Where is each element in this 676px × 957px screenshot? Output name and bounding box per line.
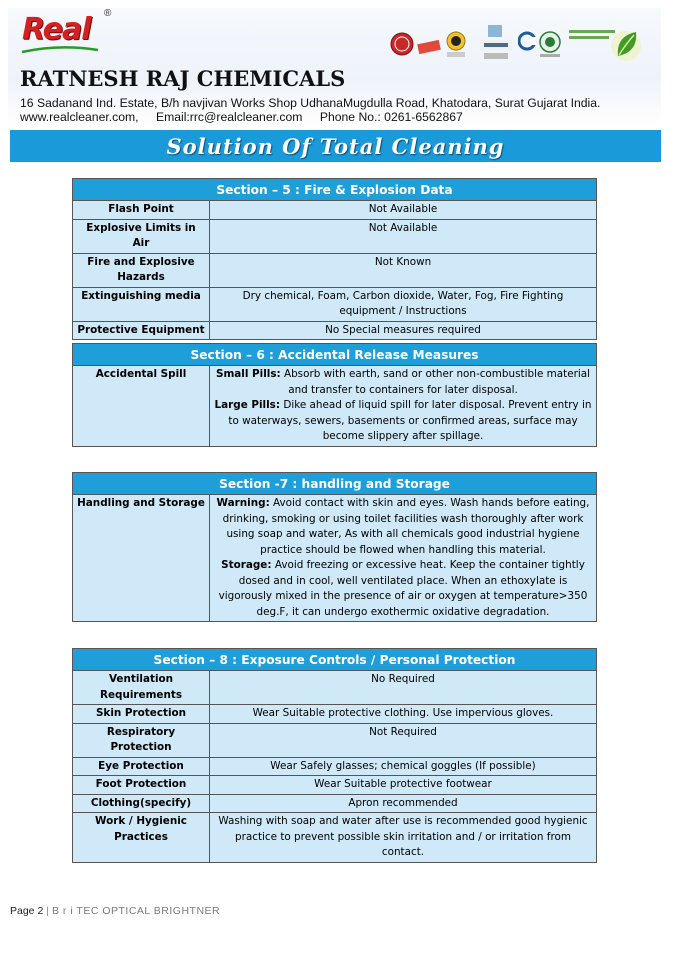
- row-value: Not Available: [210, 201, 597, 220]
- slogan-banner: [10, 130, 661, 162]
- row-label: Fire and Explosive Hazards: [73, 253, 210, 287]
- row-label: Protective Equipment: [73, 321, 210, 340]
- section-title: Section – 6 : Accidental Release Measures: [73, 344, 597, 366]
- row-label: Ventilation Requirements: [73, 671, 210, 705]
- website-link[interactable]: www.realcleaner.com,: [20, 110, 139, 124]
- large-pills-heading: Large Pills:: [214, 399, 281, 411]
- registered-mark: ®: [104, 8, 112, 19]
- row-value: [210, 366, 597, 447]
- slogan-text: Solution Of Total Cleaning: [166, 133, 505, 159]
- row-label: Accidental Spill: [73, 366, 210, 447]
- row-value: Not Known: [210, 253, 597, 287]
- footer-separator: |: [46, 905, 50, 917]
- section-title: Section -7 : handling and Storage: [73, 473, 597, 495]
- company-logo: Real: [22, 12, 91, 47]
- company-name: RATNESH RAJ CHEMICALS: [20, 66, 346, 91]
- row-label: Respiratory Protection: [73, 723, 210, 757]
- email-link[interactable]: Email:rrc@realcleaner.com: [155, 110, 303, 124]
- leaf-icon: [610, 26, 642, 66]
- contact-line: [20, 110, 477, 124]
- storage-text: Avoid freezing or excessive heat. Keep the container tightly dosed and in cool, well ventilated place. When an ethoxylate is vigorously mixed in the presence of air or oxygen at temperature>350 deg.F, it can undergo exothermic oxidative degradation.: [218, 559, 588, 618]
- table-row: [73, 705, 597, 724]
- table-row: [73, 813, 597, 863]
- table-row: [73, 723, 597, 757]
- certification-logos: [388, 24, 648, 68]
- row-value: Apron recommended: [210, 794, 597, 813]
- row-label: Clothing(specify): [73, 794, 210, 813]
- row-value: Wear Suitable protective footwear: [210, 776, 597, 795]
- company-address: 16 Sadanand Ind. Estate, B/h navjivan Works Shop UdhanaMugdulla Road, Khatodara, Surat Gujarat India.: [20, 96, 601, 110]
- warning-text: Avoid contact with skin and eyes. Wash hands before eating, drinking, smoking or using toilet facilities wash thoroughly after work using soap and water, As with all chemicals good industrial hygiene practice should be flowed when handling this material.: [222, 497, 590, 556]
- warning-heading: Warning:: [216, 497, 270, 509]
- table-row: [73, 201, 597, 220]
- page-footer: [10, 905, 220, 917]
- logo-swoosh-icon: [20, 46, 100, 54]
- row-value: [210, 495, 597, 622]
- row-label: Extinguishing media: [73, 287, 210, 321]
- storage-heading: Storage:: [221, 559, 272, 571]
- large-pills-text: Dike ahead of liquid spill for later disposal. Prevent entry in to waterways, sewers, basements or confirmed areas, surface may become slippery after spillage.: [228, 399, 592, 442]
- red-ribbon-badge-icon: [416, 36, 442, 58]
- clean-city-green-city-icon: [568, 26, 616, 46]
- iso-c-icon: [518, 30, 536, 56]
- section-7-table: [72, 472, 597, 622]
- table-row: [73, 287, 597, 321]
- section-8-table: [72, 648, 597, 863]
- row-value: Dry chemical, Foam, Carbon dioxide, Water, Fog, Fire Fighting equipment / Instructions: [210, 287, 597, 321]
- table-row: [73, 671, 597, 705]
- crisil-rating-icon: [478, 24, 514, 64]
- table-row: [73, 757, 597, 776]
- section-6-table: [72, 343, 597, 447]
- row-label: Explosive Limits in Air: [73, 219, 210, 253]
- row-value: Not Required: [210, 723, 597, 757]
- table-row: [73, 219, 597, 253]
- table-row: [73, 321, 597, 340]
- page-number: Page 2: [10, 905, 44, 917]
- row-value: Washing with soap and water after use is recommended good hygienic practice to prevent possible skin irritation and / or irritation from contact.: [210, 813, 597, 863]
- small-pills-heading: Small Pills:: [215, 368, 281, 380]
- table-row: [73, 794, 597, 813]
- gmp-badge-icon: [390, 32, 414, 56]
- row-value: Wear Suitable protective clothing. Use impervious gloves.: [210, 705, 597, 724]
- row-label: Eye Protection: [73, 757, 210, 776]
- row-label: Flash Point: [73, 201, 210, 220]
- document-name: B r i TEC OPTICAL BRIGHTNER: [52, 905, 221, 917]
- row-value: No Special measures required: [210, 321, 597, 340]
- table-row: [73, 366, 597, 447]
- phone-number: Phone No.: 0261-6562867: [319, 110, 463, 124]
- section-title: Section – 5 : Fire & Explosion Data: [73, 179, 597, 201]
- small-pills-text: Absorb with earth, sand or other non-combustible material and transfer to containers for later disposal.: [280, 368, 591, 396]
- row-value: Wear Safely glasses; chemical goggles (If possible): [210, 757, 597, 776]
- section-title: Section – 8 : Exposure Controls / Personal Protection: [73, 649, 597, 671]
- table-row: [73, 776, 597, 795]
- iso-certified-icon: [538, 30, 562, 60]
- section-5-table: [72, 178, 597, 340]
- row-label: Foot Protection: [73, 776, 210, 795]
- row-label: Handling and Storage: [73, 495, 210, 622]
- row-value: Not Available: [210, 219, 597, 253]
- row-label: Work / Hygienic Practices: [73, 813, 210, 863]
- award-winner-icon: [444, 30, 468, 60]
- row-value: No Required: [210, 671, 597, 705]
- row-label: Skin Protection: [73, 705, 210, 724]
- table-row: [73, 253, 597, 287]
- table-row: [73, 495, 597, 622]
